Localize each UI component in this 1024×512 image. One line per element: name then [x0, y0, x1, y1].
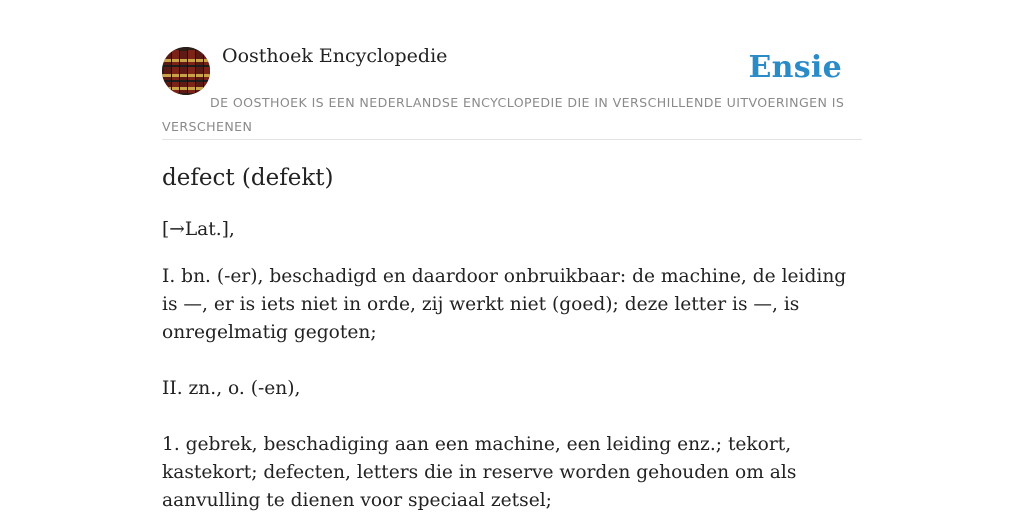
entry-title: defect (defekt) — [162, 165, 334, 191]
source-avatar[interactable] — [162, 47, 210, 95]
entry-definition-noun-1: 1. gebrek, beschadiging aan een machine, een leiding enz.; tekort, kastekort; defecten, letters die in reserve worden gehouden om als aanvulling te dienen voor speciaal zetsel; — [162, 434, 797, 511]
entry-definition-noun-header: II. zn., o. (-en), — [162, 378, 301, 399]
encyclopedia-books-icon — [162, 47, 210, 95]
ensie-logo-link[interactable]: Ensie — [748, 50, 842, 85]
source-name-link[interactable]: Oosthoek Encyclopedie — [222, 45, 448, 67]
entry-body — [162, 216, 862, 512]
source-tagline: DE OOSTHOEK IS EEN NEDERLANDSE ENCYCLOPEDIE DIE IN VERSCHILLENDE UITVOERINGEN IS VERSCHENEN — [162, 95, 845, 134]
header-divider — [162, 139, 862, 140]
entry-etymology: [→Lat.], — [162, 219, 235, 240]
entry-definition-adjective: I. bn. (-er), beschadigd en daardoor onbruikbaar: de machine, de leiding is —, er is iets niet in orde, zij werkt niet (goed); deze letter is —, is onregelmatig gegoten; — [162, 266, 847, 343]
